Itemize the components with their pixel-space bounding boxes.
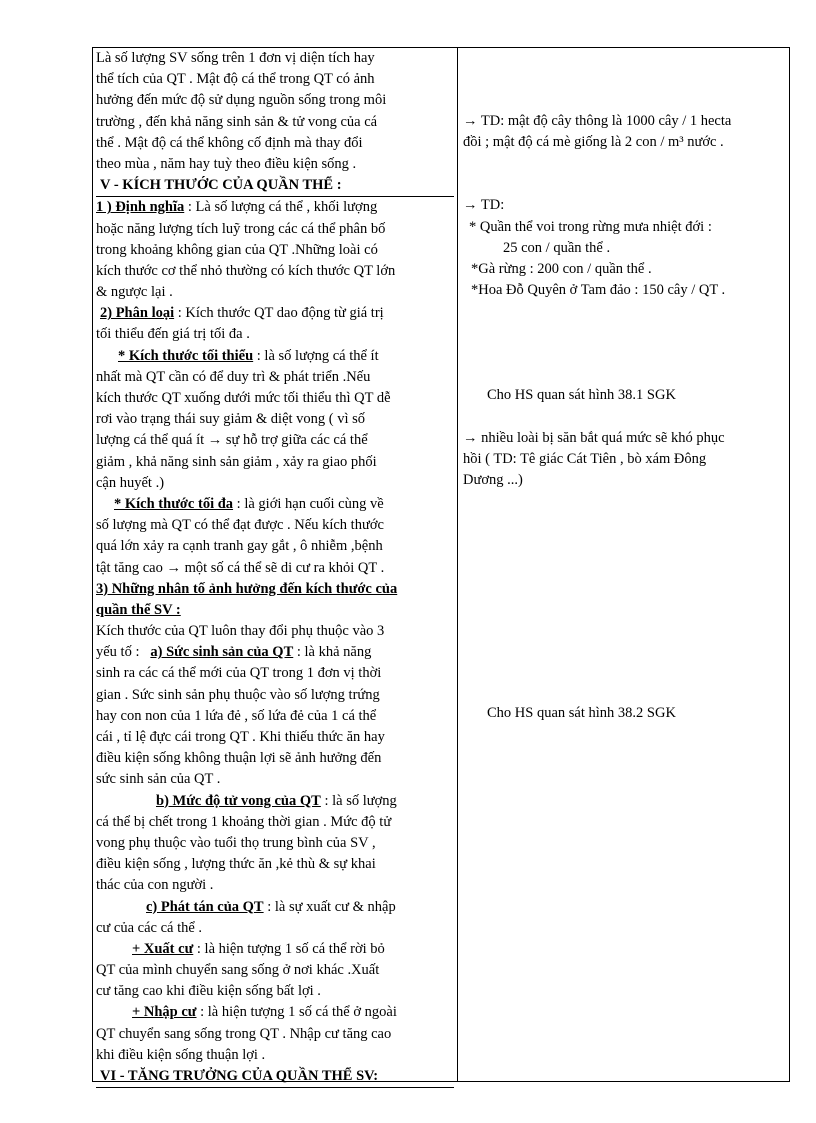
emigration-text: cư tăng cao khi điều kiện sống bất lợi . [96, 983, 321, 1000]
immigration-label: + Nhập cư [132, 1004, 197, 1021]
column-divider [457, 48, 458, 1081]
density-example: → TD: mật độ cây thông là 1000 cây / 1 hecta [463, 113, 732, 129]
definition-text: kích thước cơ thể nhỏ thường có kích thước QT lớn [96, 262, 396, 279]
death-rate-text: vong phụ thuộc vào tuổi thọ trung bình của SV , [96, 834, 376, 851]
emigration-label: + Xuất cư [132, 940, 194, 957]
figure-note-38-1: Cho HS quan sát hình 38.1 SGK [487, 387, 676, 404]
min-size-text: giảm , khả năng sinh sản giảm , xảy ra giao phối [96, 453, 377, 470]
hunting-note: hồi ( TD: Tê giác Cát Tiên , bò xám Đông [463, 450, 707, 467]
dispersal-text: : là sự xuất cư & nhập [267, 898, 396, 915]
max-size-text: quá lớn xảy ra cạnh tranh gay gắt , ô nhiễm ,bệnh [96, 538, 383, 555]
intro-line: hưởng đến mức độ sử dụng nguồn sống trong môi [96, 92, 387, 109]
intro-line: thể . Mật độ cá thể không cố định mà thay đổi [96, 134, 363, 151]
birth-rate-text: sinh ra các cá thể mới của QT trong 1 đơn vị thời [96, 665, 382, 682]
min-size-text: kích thước QT xuống dưới mức tối thiểu thì QT dễ [96, 390, 391, 406]
definition-text: hoặc năng lượng tích luỹ trong các cá thể phân bố [96, 220, 386, 237]
birth-rate-text: cái , tỉ lệ đực cái trong QT . Khi thiếu thức ăn hay [96, 729, 385, 745]
death-rate-text: : là số lượng [324, 792, 397, 809]
hunting-note: → nhiều loài bị săn bắt quá mức sẽ khó phục [463, 429, 725, 446]
min-size-text: rơi vào trạng thái suy giảm & diệt vong ( vì số [96, 411, 366, 428]
dispersal-label: c) Phát tán của QT [146, 898, 264, 915]
section-6-heading: VI - TĂNG TRƯỞNG CỦA QUẦN THỂ SV: [96, 1066, 454, 1088]
definition-text: : Là số lượng cá thể , khối lượng [187, 199, 378, 216]
birth-rate-text: : là khả năng [296, 644, 372, 661]
death-rate-text: cá thể bị chết trong 1 khoảng thời gian . Mức độ tử [96, 813, 392, 830]
intro-line: theo mùa , năm hay tuỳ theo điều kiện sống . [96, 155, 357, 172]
content-column [96, 48, 454, 1088]
intro-line: Là số lượng SV sống trên 1 đơn vị diện tích hay [96, 50, 375, 66]
figure-note-38-2: Cho HS quan sát hình 38.2 SGK [487, 705, 676, 722]
immigration-text: khi điều kiện sống thuận lợi . [96, 1046, 266, 1063]
classification-text: tối thiểu đến giá trị tối đa . [96, 326, 250, 343]
classification-text: : Kích thước QT dao động từ giá trị [177, 305, 384, 322]
factors-heading: quần thể SV : [96, 601, 181, 618]
section-5-heading: V - KÍCH THƯỚC CỦA QUẦN THỂ : [96, 175, 454, 197]
birth-rate-text: sức sinh sản của QT . [96, 771, 221, 788]
min-size-text: lượng cá thể quá ít → sự hỗ trợ giữa các cá thể [96, 432, 368, 449]
size-example: * Quần thể voi trong rừng mưa nhiệt đới : [469, 218, 712, 235]
max-size-text: tật tăng cao → một số cá thể sẽ di cư ra khỏi QT . [96, 559, 385, 576]
hunting-note: Dương ...) [463, 471, 523, 488]
definition-text: trong khoảng không gian của QT .Những loài có [96, 241, 378, 258]
emigration-text: QT của mình chuyển sang sống ở nơi khác .Xuất [96, 962, 380, 979]
dispersal-text: cư của các cá thể . [96, 919, 203, 936]
birth-rate-text: hay con non của 1 lứa đẻ , số lứa đẻ của 1 cá thể [96, 707, 377, 724]
min-size-text: : là số lượng cá thể ít [256, 347, 379, 364]
min-size-label: * Kích thước tối thiểu [118, 347, 254, 364]
classification-label: 2) Phân loại [100, 305, 175, 322]
intro-line: thể tích của QT . Mật độ cá thể trong QT có ảnh [96, 71, 375, 88]
death-rate-text: thác của con người . [96, 877, 214, 894]
definition-label: 1 ) Định nghĩa [96, 199, 185, 216]
intro-line: trường , đến khả năng sinh sản & tử vong của cá [96, 113, 378, 130]
size-example: → TD: [463, 197, 505, 214]
death-rate-text: điều kiện sống , lượng thức ăn ,kẻ thù & sự khai [96, 856, 376, 873]
lesson-table [92, 47, 790, 1082]
notes-column [463, 48, 789, 724]
factors-intro: Kích thước của QT luôn thay đổi phụ thuộc vào 3 [96, 623, 385, 640]
max-size-label: * Kích thước tối đa [114, 495, 234, 512]
immigration-text: : là hiện tượng 1 số cá thể ở ngoài [200, 1004, 397, 1021]
birth-rate-label: a) Sức sinh sản của QT [150, 644, 294, 661]
immigration-text: QT chuyển sang sống trong QT . Nhập cư tăng cao [96, 1025, 392, 1042]
factors-heading: 3) Những nhân tố ảnh hưởng đến kích thước của [96, 580, 398, 597]
min-size-text: cận huyết .) [96, 474, 165, 491]
birth-rate-text: gian . Sức sinh sản phụ thuộc vào số lượng trứng [96, 686, 380, 703]
factors-intro: yếu tố : [96, 644, 140, 661]
definition-text: & ngược lại . [96, 284, 173, 301]
density-example: đồi ; mật độ cá mè giống là 2 con / m³ nước . [463, 134, 724, 151]
emigration-text: : là hiện tượng 1 số cá thể rời bỏ [196, 940, 385, 957]
max-size-text: : là giới hạn cuối cùng về [236, 495, 384, 512]
max-size-text: số lượng mà QT có thể đạt được . Nếu kích thước [96, 517, 384, 534]
min-size-text: nhất mà QT cần có để duy trì & phát triển .Nếu [96, 368, 371, 385]
birth-rate-text: điều kiện sống không thuận lợi sẽ ảnh hưởng đến [96, 750, 382, 767]
death-rate-label: b) Mức độ tử vong của QT [156, 792, 321, 809]
size-example: *Gà rừng : 200 con / quần thể . [471, 260, 652, 277]
size-example: 25 con / quần thể . [503, 239, 611, 256]
size-example: *Hoa Đỗ Quyên ở Tam đảo : 150 cây / QT . [471, 282, 726, 299]
